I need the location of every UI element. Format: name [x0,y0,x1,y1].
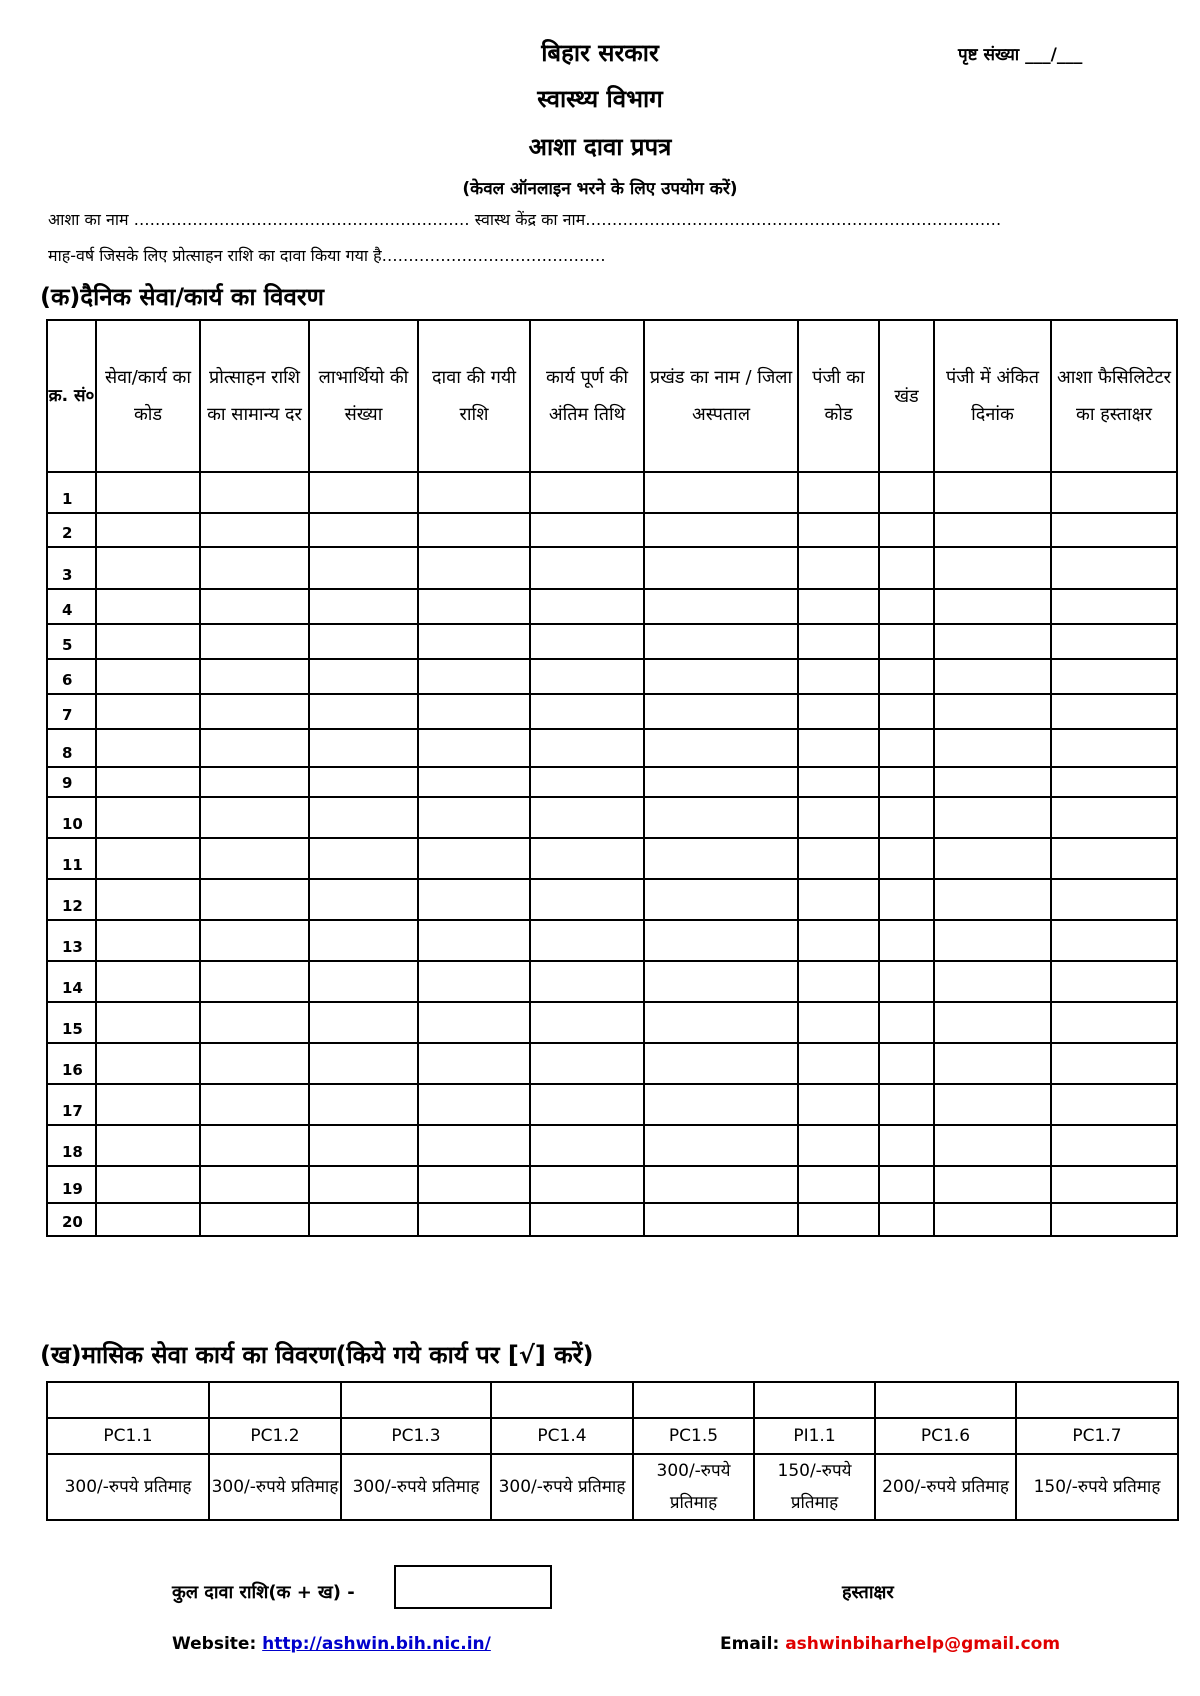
table-cell[interactable] [309,879,418,920]
table-cell[interactable] [798,624,879,659]
table-cell[interactable] [200,1043,309,1084]
table-cell[interactable] [879,624,934,659]
table-row [47,879,1177,920]
table-cell[interactable] [798,1125,879,1166]
table-cell[interactable] [96,961,200,1002]
website-label: Website: [172,1634,257,1654]
table-cell[interactable] [879,767,934,797]
row-serial-number: 15 [47,1002,96,1043]
claim-month-year-line: माह-वर्ष जिसके लिए प्रोत्साहन राशि का दावा किया गया है…………………………………… [48,246,606,265]
table-cell[interactable] [96,513,200,547]
table-cell[interactable] [1051,624,1177,659]
email-label: Email: [720,1634,780,1654]
table-cell[interactable] [1051,1043,1177,1084]
monthly-tick-cell[interactable] [754,1382,875,1418]
table-cell[interactable] [309,1166,418,1203]
monthly-tick-cell[interactable] [875,1382,1016,1418]
col-header-register-date: पंजी में अंकित दिनांक [934,320,1051,472]
table-cell[interactable] [200,767,309,797]
table-cell[interactable] [798,1203,879,1236]
table-cell[interactable] [644,1203,798,1236]
row-serial-number: 16 [47,1043,96,1084]
table-cell[interactable] [200,547,309,589]
table-cell[interactable] [644,1043,798,1084]
monthly-tick-cell[interactable] [491,1382,633,1418]
table-cell[interactable] [309,1084,418,1125]
table-cell[interactable] [934,1002,1051,1043]
table-cell[interactable] [644,961,798,1002]
table-cell[interactable] [644,879,798,920]
table-row [47,1084,1177,1125]
table-cell[interactable] [530,729,644,767]
table-row [47,589,1177,624]
table-cell[interactable] [879,547,934,589]
monthly-code-cell: PC1.5 [633,1418,754,1454]
header-subnote: (केवल ऑनलाइन भरने के लिए उपयोग करें) [462,179,738,199]
table-cell[interactable] [309,1002,418,1043]
table-cell[interactable] [200,1002,309,1043]
table-cell[interactable] [798,1166,879,1203]
table-cell[interactable] [200,961,309,1002]
table-cell[interactable] [798,961,879,1002]
table-cell[interactable] [418,659,530,694]
table-cell[interactable] [879,472,934,513]
table-cell[interactable] [644,694,798,729]
table-cell[interactable] [879,729,934,767]
monthly-rate-cell: 300/-रुपये प्रतिमाह [341,1454,491,1520]
row-serial-number: 20 [47,1203,96,1236]
table-row [47,838,1177,879]
table-cell[interactable] [530,624,644,659]
table-cell[interactable] [418,1166,530,1203]
table-cell[interactable] [309,961,418,1002]
row-serial-number: 10 [47,797,96,838]
table-cell[interactable] [879,1203,934,1236]
row-serial-number: 11 [47,838,96,879]
table-cell[interactable] [1051,547,1177,589]
table-row [47,1002,1177,1043]
table-cell[interactable] [309,1125,418,1166]
table-cell[interactable] [530,1125,644,1166]
table-cell[interactable] [1051,659,1177,694]
table-cell[interactable] [418,767,530,797]
table-cell[interactable] [934,879,1051,920]
monthly-rate-cell: 300/-रुपये प्रतिमाह [491,1454,633,1520]
table-cell[interactable] [418,513,530,547]
table-row [47,659,1177,694]
table-cell[interactable] [934,729,1051,767]
table-cell[interactable] [1051,961,1177,1002]
table-cell[interactable] [418,472,530,513]
table-row [47,1166,1177,1203]
table-cell[interactable] [644,838,798,879]
row-serial-number: 1 [47,472,96,513]
table-cell[interactable] [309,624,418,659]
table-cell[interactable] [934,1166,1051,1203]
table-cell[interactable] [96,920,200,961]
table-cell[interactable] [96,472,200,513]
table-cell[interactable] [879,879,934,920]
table-cell[interactable] [96,1002,200,1043]
asha-name-facility-line: आशा का नाम ……………………………………………………… स्वास्थ केंद्र का नाम…………………………………………………………………… [48,210,1002,229]
table-row [47,513,1177,547]
daily-table-header-row [47,320,1177,472]
website-line [172,1634,491,1654]
table-cell[interactable] [879,838,934,879]
table-cell[interactable] [1051,1166,1177,1203]
signature-label: हस्ताक्षर [842,1582,894,1603]
table-cell[interactable] [1051,694,1177,729]
total-claim-label: कुल दावा राशि(क + ख) - [172,1582,355,1603]
table-cell[interactable] [798,838,879,879]
table-cell[interactable] [879,1084,934,1125]
table-cell[interactable] [879,1166,934,1203]
table-cell[interactable] [934,767,1051,797]
table-cell[interactable] [1051,589,1177,624]
table-cell[interactable] [879,961,934,1002]
row-serial-number: 12 [47,879,96,920]
col-header-facilitator-signature: आशा फैसिलिटेटर का हस्ताक्षर [1051,320,1177,472]
table-cell[interactable] [530,1166,644,1203]
table-cell[interactable] [200,513,309,547]
table-cell[interactable] [309,589,418,624]
row-serial-number: 2 [47,513,96,547]
table-cell[interactable] [879,797,934,838]
table-cell[interactable] [200,694,309,729]
table-cell[interactable] [1051,1002,1177,1043]
table-cell[interactable] [879,694,934,729]
table-cell[interactable] [934,838,1051,879]
table-cell[interactable] [418,1125,530,1166]
table-cell[interactable] [934,797,1051,838]
table-cell[interactable] [96,879,200,920]
table-row [47,472,1177,513]
table-cell[interactable] [644,1166,798,1203]
monthly-code-cell: PC1.4 [491,1418,633,1454]
table-cell[interactable] [200,1166,309,1203]
section-b-title: (ख)मासिक सेवा कार्य का विवरण(किये गये कार्य पर [√] करें) [40,1341,594,1369]
col-header-volume: खंड [879,320,934,472]
page-number: पृष्ट संख्या ___/___ [958,45,1083,65]
table-cell[interactable] [418,961,530,1002]
table-cell[interactable] [934,920,1051,961]
row-serial-number: 3 [47,547,96,589]
row-serial-number: 4 [47,589,96,624]
table-cell[interactable] [96,1125,200,1166]
table-cell[interactable] [798,589,879,624]
table-cell[interactable] [1051,879,1177,920]
table-cell[interactable] [96,659,200,694]
table-cell[interactable] [96,694,200,729]
daily-service-table [46,319,1178,1237]
table-cell[interactable] [309,767,418,797]
table-cell[interactable] [1051,1084,1177,1125]
table-cell[interactable] [644,472,798,513]
row-serial-number: 14 [47,961,96,1002]
email-line [720,1634,1060,1654]
monthly-rate-cell: 300/-रुपये प्रतिमाह [209,1454,341,1520]
row-serial-number: 19 [47,1166,96,1203]
table-row [47,1043,1177,1084]
table-cell[interactable] [418,1043,530,1084]
website-link[interactable]: http://ashwin.bih.nic.in/ [262,1634,491,1654]
table-cell[interactable] [309,729,418,767]
table-cell[interactable] [798,797,879,838]
table-cell[interactable] [879,659,934,694]
table-cell[interactable] [798,1043,879,1084]
table-cell[interactable] [530,1043,644,1084]
monthly-tick-cell[interactable] [1016,1382,1178,1418]
monthly-tick-cell[interactable] [633,1382,754,1418]
table-cell[interactable] [1051,1203,1177,1236]
monthly-service-table [46,1381,1179,1521]
table-cell[interactable] [418,1203,530,1236]
row-serial-number: 13 [47,920,96,961]
table-cell[interactable] [418,838,530,879]
table-cell[interactable] [200,1084,309,1125]
table-cell[interactable] [309,694,418,729]
table-cell[interactable] [200,659,309,694]
table-cell[interactable] [309,659,418,694]
table-cell[interactable] [1051,838,1177,879]
table-cell[interactable] [530,920,644,961]
table-cell[interactable] [879,513,934,547]
table-cell[interactable] [934,472,1051,513]
row-serial-number: 6 [47,659,96,694]
table-cell[interactable] [798,1002,879,1043]
table-cell[interactable] [530,1002,644,1043]
table-cell[interactable] [934,513,1051,547]
table-cell[interactable] [96,624,200,659]
table-cell[interactable] [1051,797,1177,838]
table-cell[interactable] [418,624,530,659]
table-cell[interactable] [644,729,798,767]
monthly-code-cell: PC1.2 [209,1418,341,1454]
table-cell[interactable] [309,547,418,589]
table-cell[interactable] [200,838,309,879]
row-serial-number: 7 [47,694,96,729]
header-title-department: स्वास्थ्य विभाग [537,85,663,113]
table-cell[interactable] [309,472,418,513]
table-row [47,1125,1177,1166]
table-cell[interactable] [96,547,200,589]
monthly-rate-cell: 200/-रुपये प्रतिमाह [875,1454,1016,1520]
table-cell[interactable] [96,797,200,838]
table-cell[interactable] [96,1166,200,1203]
monthly-code-cell: PC1.1 [47,1418,209,1454]
table-cell[interactable] [644,767,798,797]
table-cell[interactable] [879,920,934,961]
monthly-tick-cell[interactable] [341,1382,491,1418]
table-row [47,547,1177,589]
row-serial-number: 5 [47,624,96,659]
header-title-government: बिहार सरकार [541,39,659,67]
monthly-rate-cell: 150/-रुपये प्रतिमाह [1016,1454,1178,1520]
table-cell[interactable] [934,1043,1051,1084]
table-cell[interactable] [1051,729,1177,767]
table-cell[interactable] [879,589,934,624]
table-cell[interactable] [200,589,309,624]
table-cell[interactable] [309,838,418,879]
table-cell[interactable] [418,589,530,624]
table-cell[interactable] [934,659,1051,694]
table-cell[interactable] [530,659,644,694]
col-header-completion-date: कार्य पूर्ण की अंतिम तिथि [530,320,644,472]
col-header-incentive-rate: प्रोत्साहन राशि का सामान्य दर [200,320,309,472]
table-cell[interactable] [530,472,644,513]
table-cell[interactable] [879,1043,934,1084]
table-cell[interactable] [200,879,309,920]
table-cell[interactable] [530,1084,644,1125]
table-cell[interactable] [934,1084,1051,1125]
table-cell[interactable] [96,1043,200,1084]
monthly-code-cell: PC1.3 [341,1418,491,1454]
table-cell[interactable] [530,513,644,547]
table-cell[interactable] [530,694,644,729]
table-cell[interactable] [934,961,1051,1002]
monthly-code-row [47,1418,1178,1454]
monthly-checkbox-row [47,1382,1178,1418]
table-row [47,729,1177,767]
col-header-block-hospital: प्रखंड का नाम / जिला अस्पताल [644,320,798,472]
table-cell[interactable] [879,1125,934,1166]
table-cell[interactable] [96,1084,200,1125]
row-serial-number: 8 [47,729,96,767]
table-cell[interactable] [879,1002,934,1043]
table-cell[interactable] [934,1125,1051,1166]
table-row [47,1203,1177,1236]
table-cell[interactable] [96,838,200,879]
table-cell[interactable] [530,797,644,838]
table-cell[interactable] [418,729,530,767]
row-serial-number: 9 [47,767,96,797]
monthly-code-cell: PC1.7 [1016,1418,1178,1454]
monthly-rate-cell: 300/-रुपये प्रतिमाह [47,1454,209,1520]
section-a-title: (क)दैनिक सेवा/कार्य का विवरण [40,283,324,311]
table-cell[interactable] [934,624,1051,659]
table-cell[interactable] [798,694,879,729]
table-cell[interactable] [309,797,418,838]
table-cell[interactable] [644,513,798,547]
table-cell[interactable] [200,624,309,659]
monthly-code-cell: PC1.6 [875,1418,1016,1454]
table-cell[interactable] [418,547,530,589]
table-cell[interactable] [798,729,879,767]
table-cell[interactable] [1051,767,1177,797]
table-cell[interactable] [1051,1125,1177,1166]
col-header-serial: क्र. सं० [47,320,96,472]
table-cell[interactable] [530,1203,644,1236]
table-cell[interactable] [798,879,879,920]
table-cell[interactable] [418,1084,530,1125]
table-cell[interactable] [200,1203,309,1236]
row-serial-number: 17 [47,1084,96,1125]
header-title-form: आशा दावा प्रपत्र [528,133,672,161]
table-cell[interactable] [1051,472,1177,513]
table-cell[interactable] [418,1002,530,1043]
table-cell[interactable] [96,767,200,797]
table-cell[interactable] [644,589,798,624]
table-row [47,961,1177,1002]
table-cell[interactable] [309,513,418,547]
table-cell[interactable] [418,797,530,838]
table-cell[interactable] [644,1002,798,1043]
table-cell[interactable] [644,624,798,659]
table-cell[interactable] [530,767,644,797]
table-cell[interactable] [200,1125,309,1166]
table-cell[interactable] [798,1084,879,1125]
table-cell[interactable] [798,659,879,694]
table-cell[interactable] [309,920,418,961]
monthly-code-cell: PI1.1 [754,1418,875,1454]
table-cell[interactable] [798,472,879,513]
table-cell[interactable] [96,589,200,624]
table-row [47,694,1177,729]
table-cell[interactable] [798,920,879,961]
monthly-rate-cell: 150/-रुपये प्रतिमाह [754,1454,875,1520]
monthly-tick-cell[interactable] [209,1382,341,1418]
table-cell[interactable] [644,659,798,694]
table-cell[interactable] [934,694,1051,729]
monthly-rate-row [47,1454,1178,1520]
col-header-beneficiaries: लाभार्थियो की संख्या [309,320,418,472]
table-cell[interactable] [1051,920,1177,961]
table-cell[interactable] [644,547,798,589]
table-cell[interactable] [644,920,798,961]
table-row [47,797,1177,838]
table-cell[interactable] [530,838,644,879]
table-cell[interactable] [934,1203,1051,1236]
table-cell[interactable] [644,1125,798,1166]
table-cell[interactable] [934,547,1051,589]
table-cell[interactable] [530,961,644,1002]
table-cell[interactable] [309,1043,418,1084]
table-cell[interactable] [798,513,879,547]
col-header-register-code: पंजी का कोड [798,320,879,472]
table-cell[interactable] [644,797,798,838]
table-cell[interactable] [200,729,309,767]
table-row [47,624,1177,659]
table-cell[interactable] [530,547,644,589]
table-cell[interactable] [96,729,200,767]
table-cell[interactable] [798,547,879,589]
table-cell[interactable] [200,920,309,961]
row-serial-number: 18 [47,1125,96,1166]
table-cell[interactable] [418,694,530,729]
table-cell[interactable] [644,1084,798,1125]
table-cell[interactable] [530,589,644,624]
table-cell[interactable] [200,797,309,838]
table-cell[interactable] [1051,513,1177,547]
table-cell[interactable] [934,589,1051,624]
monthly-rate-cell: 300/-रुपये प्रतिमाह [633,1454,754,1520]
total-claim-box[interactable] [394,1565,552,1609]
table-row [47,920,1177,961]
table-cell[interactable] [418,920,530,961]
table-row [47,767,1177,797]
table-cell[interactable] [418,879,530,920]
email-address[interactable]: ashwinbiharhelp@gmail.com [785,1634,1061,1654]
table-cell[interactable] [96,1203,200,1236]
table-cell[interactable] [530,879,644,920]
table-cell[interactable] [798,767,879,797]
table-cell[interactable] [309,1203,418,1236]
table-cell[interactable] [200,472,309,513]
col-header-service-code: सेवा/कार्य का कोड [96,320,200,472]
monthly-tick-cell[interactable] [47,1382,209,1418]
col-header-claimed-amount: दावा की गयी राशि [418,320,530,472]
